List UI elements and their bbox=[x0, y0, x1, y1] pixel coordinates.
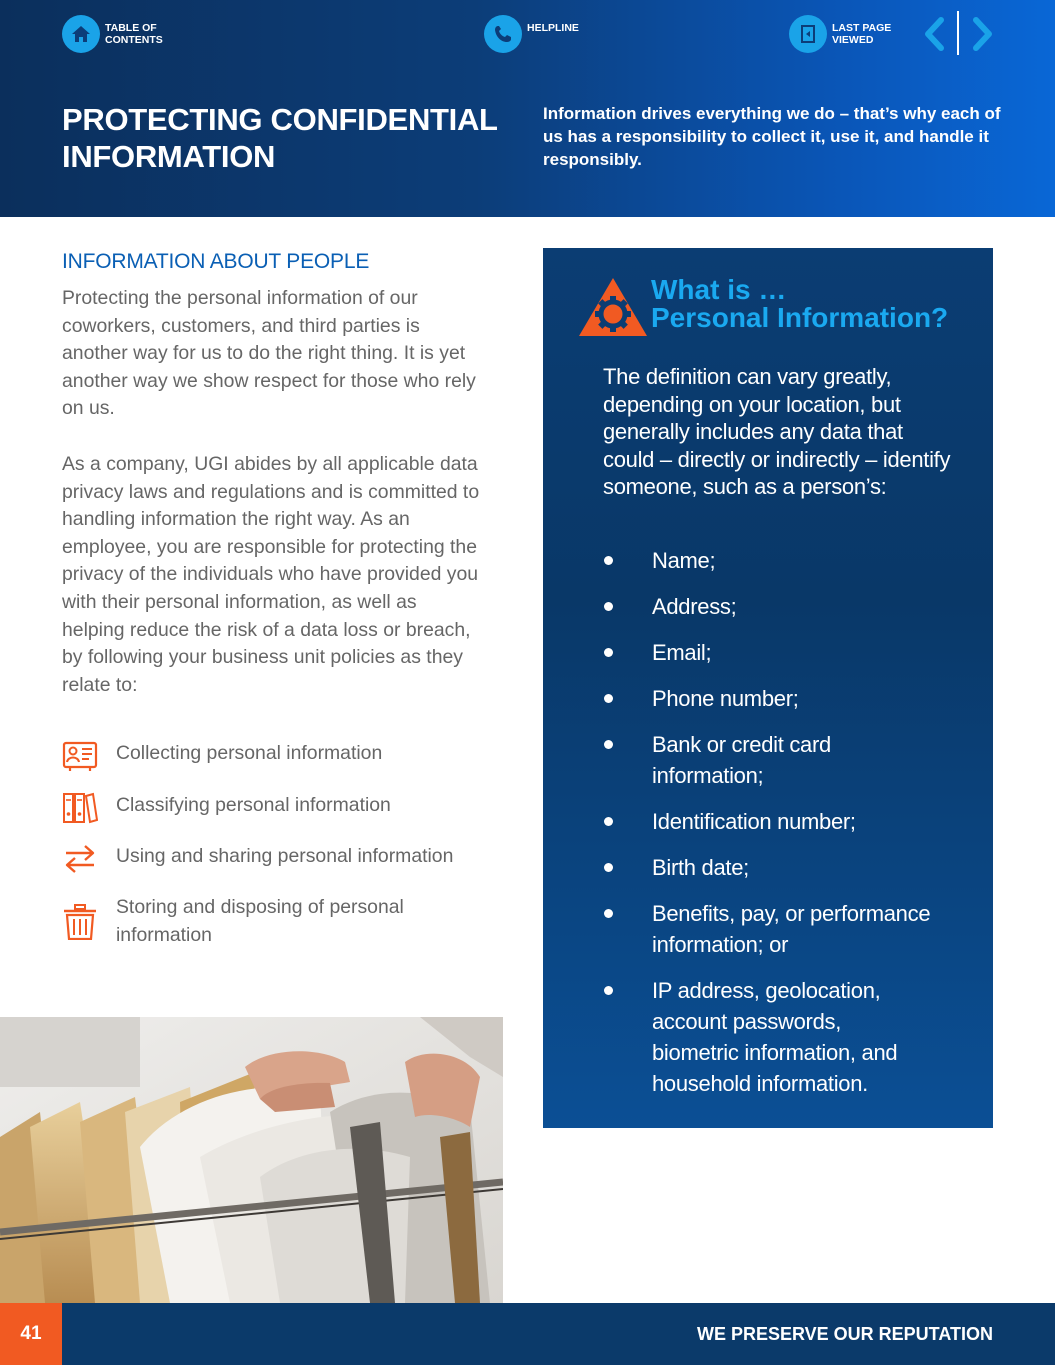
previous-page-arrow-icon[interactable] bbox=[921, 16, 947, 52]
box-title: What is … Personal Information? bbox=[651, 274, 949, 333]
responsibility-paragraph: As a company, UGI abides by all applicable data privacy laws and regulations and is committed to handling information the right way. As an employee, you are responsible for protecting the privacy of the individuals who have provided you with their personal information, as well as helping reduce the risk of a data loss or breach, by following your business unit policies as they relate to: bbox=[62, 453, 480, 696]
list-item: Bank or credit card information; bbox=[603, 729, 983, 791]
page-title: PROTECTING CONFIDENTIAL INFORMATION bbox=[62, 102, 498, 174]
back-page-icon bbox=[789, 15, 827, 53]
list-item: Benefits, pay, or performance information; or bbox=[603, 898, 983, 960]
phone-icon bbox=[484, 15, 522, 53]
page-intro: Information drives everything we do – that’s why each of us has a responsibility to collect it, use it, and handle it responsibly. bbox=[543, 104, 1001, 169]
personal-information-box bbox=[543, 248, 993, 1128]
policy-text-storing: Storing and disposing of personal information bbox=[116, 896, 404, 946]
last-page-viewed-button[interactable] bbox=[789, 15, 891, 53]
page-footer bbox=[0, 1303, 1055, 1365]
next-page-arrow-icon[interactable] bbox=[970, 16, 996, 52]
policy-text-classifying: Classifying personal information bbox=[116, 794, 391, 816]
filing-cabinet-photo bbox=[0, 1017, 503, 1303]
list-item: Birth date; bbox=[603, 852, 983, 883]
exchange-arrows-icon bbox=[62, 841, 98, 877]
home-icon bbox=[62, 15, 100, 53]
section-heading: INFORMATION ABOUT PEOPLE bbox=[62, 250, 370, 273]
helpline-label: HELPLINE bbox=[527, 22, 579, 34]
table-of-contents-label: TABLE OF CONTENTS bbox=[105, 22, 163, 46]
list-item: Email; bbox=[603, 637, 983, 668]
list-item: Phone number; bbox=[603, 683, 983, 714]
personal-info-list bbox=[603, 545, 983, 1114]
policy-text-using: Using and sharing personal information bbox=[116, 845, 454, 867]
warning-gear-icon bbox=[577, 276, 649, 338]
policy-text-collecting: Collecting personal information bbox=[116, 742, 383, 764]
id-card-icon bbox=[62, 738, 98, 774]
list-item: IP address, geolocation, account passwords, biometric information, and household information. bbox=[603, 975, 983, 1099]
intro-paragraph: Protecting the personal information of our coworkers, customers, and third parties is another way for us to do the right thing. It is yet another way we show respect for those who rely on us. bbox=[62, 287, 476, 420]
binders-icon bbox=[62, 790, 98, 826]
last-page-viewed-label: LAST PAGE VIEWED bbox=[832, 22, 892, 46]
helpline-button[interactable] bbox=[484, 15, 579, 53]
list-item: Identification number; bbox=[603, 806, 983, 837]
footer-section-title: WE PRESERVE OUR REPUTATION bbox=[696, 1324, 993, 1344]
page-header bbox=[0, 0, 1055, 217]
box-intro: The definition can vary greatly, depending on your location, but generally includes any data that could – directly or indirectly – identify someone, such as a person’s: bbox=[603, 364, 951, 500]
list-item: Address; bbox=[603, 591, 983, 622]
page-number: 41 bbox=[0, 1303, 62, 1365]
table-of-contents-button[interactable] bbox=[62, 15, 163, 53]
trash-icon bbox=[62, 904, 98, 940]
arrow-divider bbox=[957, 11, 959, 55]
list-item: Name; bbox=[603, 545, 983, 576]
